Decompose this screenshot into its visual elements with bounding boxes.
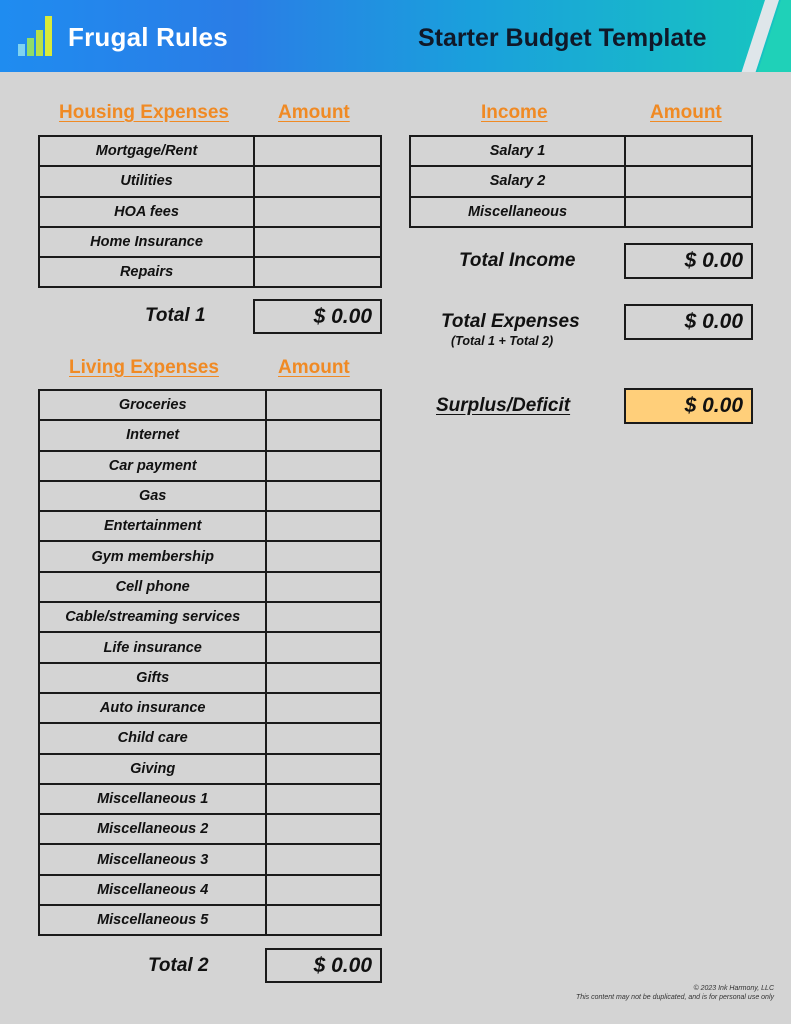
total-expenses-label: Total Expenses xyxy=(441,311,580,332)
living-amount-cell[interactable] xyxy=(266,390,381,420)
income-item-label: Salary 2 xyxy=(410,166,625,196)
logo-text: Frugal Rules xyxy=(68,22,228,52)
housing-item-label: HOA fees xyxy=(39,197,254,227)
living-row xyxy=(39,632,381,662)
total-expenses-formula: (Total 1 + Total 2) xyxy=(451,334,554,348)
living-item-label: Miscellaneous 2 xyxy=(39,814,266,844)
total-2-label: Total 2 xyxy=(148,955,209,976)
page-title: Starter Budget Template xyxy=(418,24,707,52)
living-item-label: Miscellaneous 3 xyxy=(39,844,266,874)
income-row xyxy=(410,166,752,196)
living-amount-cell[interactable] xyxy=(266,875,381,905)
surplus-deficit-label: Surplus/Deficit xyxy=(436,395,571,416)
total-1-value[interactable]: $ 0.00 xyxy=(253,299,382,334)
living-row xyxy=(39,390,381,420)
living-table xyxy=(38,389,382,936)
housing-amount-cell[interactable] xyxy=(254,197,381,227)
total-1-label: Total 1 xyxy=(145,305,206,326)
living-amount-cell[interactable] xyxy=(266,481,381,511)
living-item-label: Internet xyxy=(39,420,266,450)
living-row xyxy=(39,541,381,571)
housing-item-label: Home Insurance xyxy=(39,227,254,257)
housing-item-label: Mortgage/Rent xyxy=(39,136,254,166)
living-item-label: Miscellaneous 5 xyxy=(39,905,266,935)
income-row xyxy=(410,136,752,166)
living-row xyxy=(39,693,381,723)
living-amount-cell[interactable] xyxy=(266,784,381,814)
bar-chart-logo-icon xyxy=(18,14,56,56)
total-2-value[interactable]: $ 0.00 xyxy=(265,948,382,983)
living-row xyxy=(39,875,381,905)
housing-item-label: Utilities xyxy=(39,166,254,196)
income-amount-cell[interactable] xyxy=(625,166,752,196)
living-amount-cell[interactable] xyxy=(266,905,381,935)
total-income-value[interactable]: $ 0.00 xyxy=(624,243,753,279)
living-row xyxy=(39,784,381,814)
living-amount-cell[interactable] xyxy=(266,632,381,662)
living-amount-cell[interactable] xyxy=(266,814,381,844)
housing-row xyxy=(39,136,381,166)
income-item-label: Salary 1 xyxy=(410,136,625,166)
living-item-label: Miscellaneous 4 xyxy=(39,875,266,905)
income-amount-heading: Amount xyxy=(650,102,722,123)
living-amount-heading: Amount xyxy=(278,357,350,378)
living-row xyxy=(39,663,381,693)
living-amount-cell[interactable] xyxy=(266,602,381,632)
income-item-label: Miscellaneous xyxy=(410,197,625,227)
housing-amount-heading: Amount xyxy=(278,102,350,123)
housing-amount-cell[interactable] xyxy=(254,257,381,287)
income-amount-cell[interactable] xyxy=(625,197,752,227)
housing-table xyxy=(38,135,382,288)
living-item-label: Entertainment xyxy=(39,511,266,541)
living-heading: Living Expenses xyxy=(69,357,219,378)
surplus-deficit-value[interactable]: $ 0.00 xyxy=(624,388,753,424)
housing-row xyxy=(39,166,381,196)
living-amount-cell[interactable] xyxy=(266,420,381,450)
living-amount-cell[interactable] xyxy=(266,511,381,541)
housing-amount-cell[interactable] xyxy=(254,166,381,196)
living-item-label: Gas xyxy=(39,481,266,511)
living-item-label: Auto insurance xyxy=(39,693,266,723)
living-row xyxy=(39,511,381,541)
copyright-text: © 2023 Ink Harmony, LLC xyxy=(693,985,774,992)
living-row xyxy=(39,572,381,602)
usage-notice: This content may not be duplicated, and is for personal use only xyxy=(575,994,774,1001)
living-item-label: Car payment xyxy=(39,451,266,481)
living-item-label: Child care xyxy=(39,723,266,753)
housing-item-label: Repairs xyxy=(39,257,254,287)
living-item-label: Life insurance xyxy=(39,632,266,662)
living-row xyxy=(39,814,381,844)
living-row xyxy=(39,420,381,450)
living-row xyxy=(39,481,381,511)
living-item-label: Miscellaneous 1 xyxy=(39,784,266,814)
living-item-label: Groceries xyxy=(39,390,266,420)
living-amount-cell[interactable] xyxy=(266,663,381,693)
housing-row xyxy=(39,227,381,257)
living-item-label: Giving xyxy=(39,754,266,784)
living-amount-cell[interactable] xyxy=(266,541,381,571)
header-banner xyxy=(0,0,791,72)
living-amount-cell[interactable] xyxy=(266,754,381,784)
income-row xyxy=(410,197,752,227)
total-income-label: Total Income xyxy=(459,250,576,271)
living-row xyxy=(39,723,381,753)
housing-heading: Housing Expenses xyxy=(59,102,229,123)
housing-row xyxy=(39,257,381,287)
living-amount-cell[interactable] xyxy=(266,844,381,874)
housing-amount-cell[interactable] xyxy=(254,227,381,257)
living-item-label: Gym membership xyxy=(39,541,266,571)
housing-amount-cell[interactable] xyxy=(254,136,381,166)
housing-row xyxy=(39,197,381,227)
living-row xyxy=(39,451,381,481)
income-amount-cell[interactable] xyxy=(625,136,752,166)
living-amount-cell[interactable] xyxy=(266,693,381,723)
living-amount-cell[interactable] xyxy=(266,723,381,753)
income-table xyxy=(409,135,753,228)
income-heading: Income xyxy=(481,102,548,123)
living-amount-cell[interactable] xyxy=(266,451,381,481)
living-item-label: Cable/streaming services xyxy=(39,602,266,632)
living-row xyxy=(39,844,381,874)
total-expenses-value[interactable]: $ 0.00 xyxy=(624,304,753,340)
living-amount-cell[interactable] xyxy=(266,572,381,602)
living-row xyxy=(39,602,381,632)
living-row xyxy=(39,905,381,935)
living-row xyxy=(39,754,381,784)
living-item-label: Gifts xyxy=(39,663,266,693)
living-item-label: Cell phone xyxy=(39,572,266,602)
